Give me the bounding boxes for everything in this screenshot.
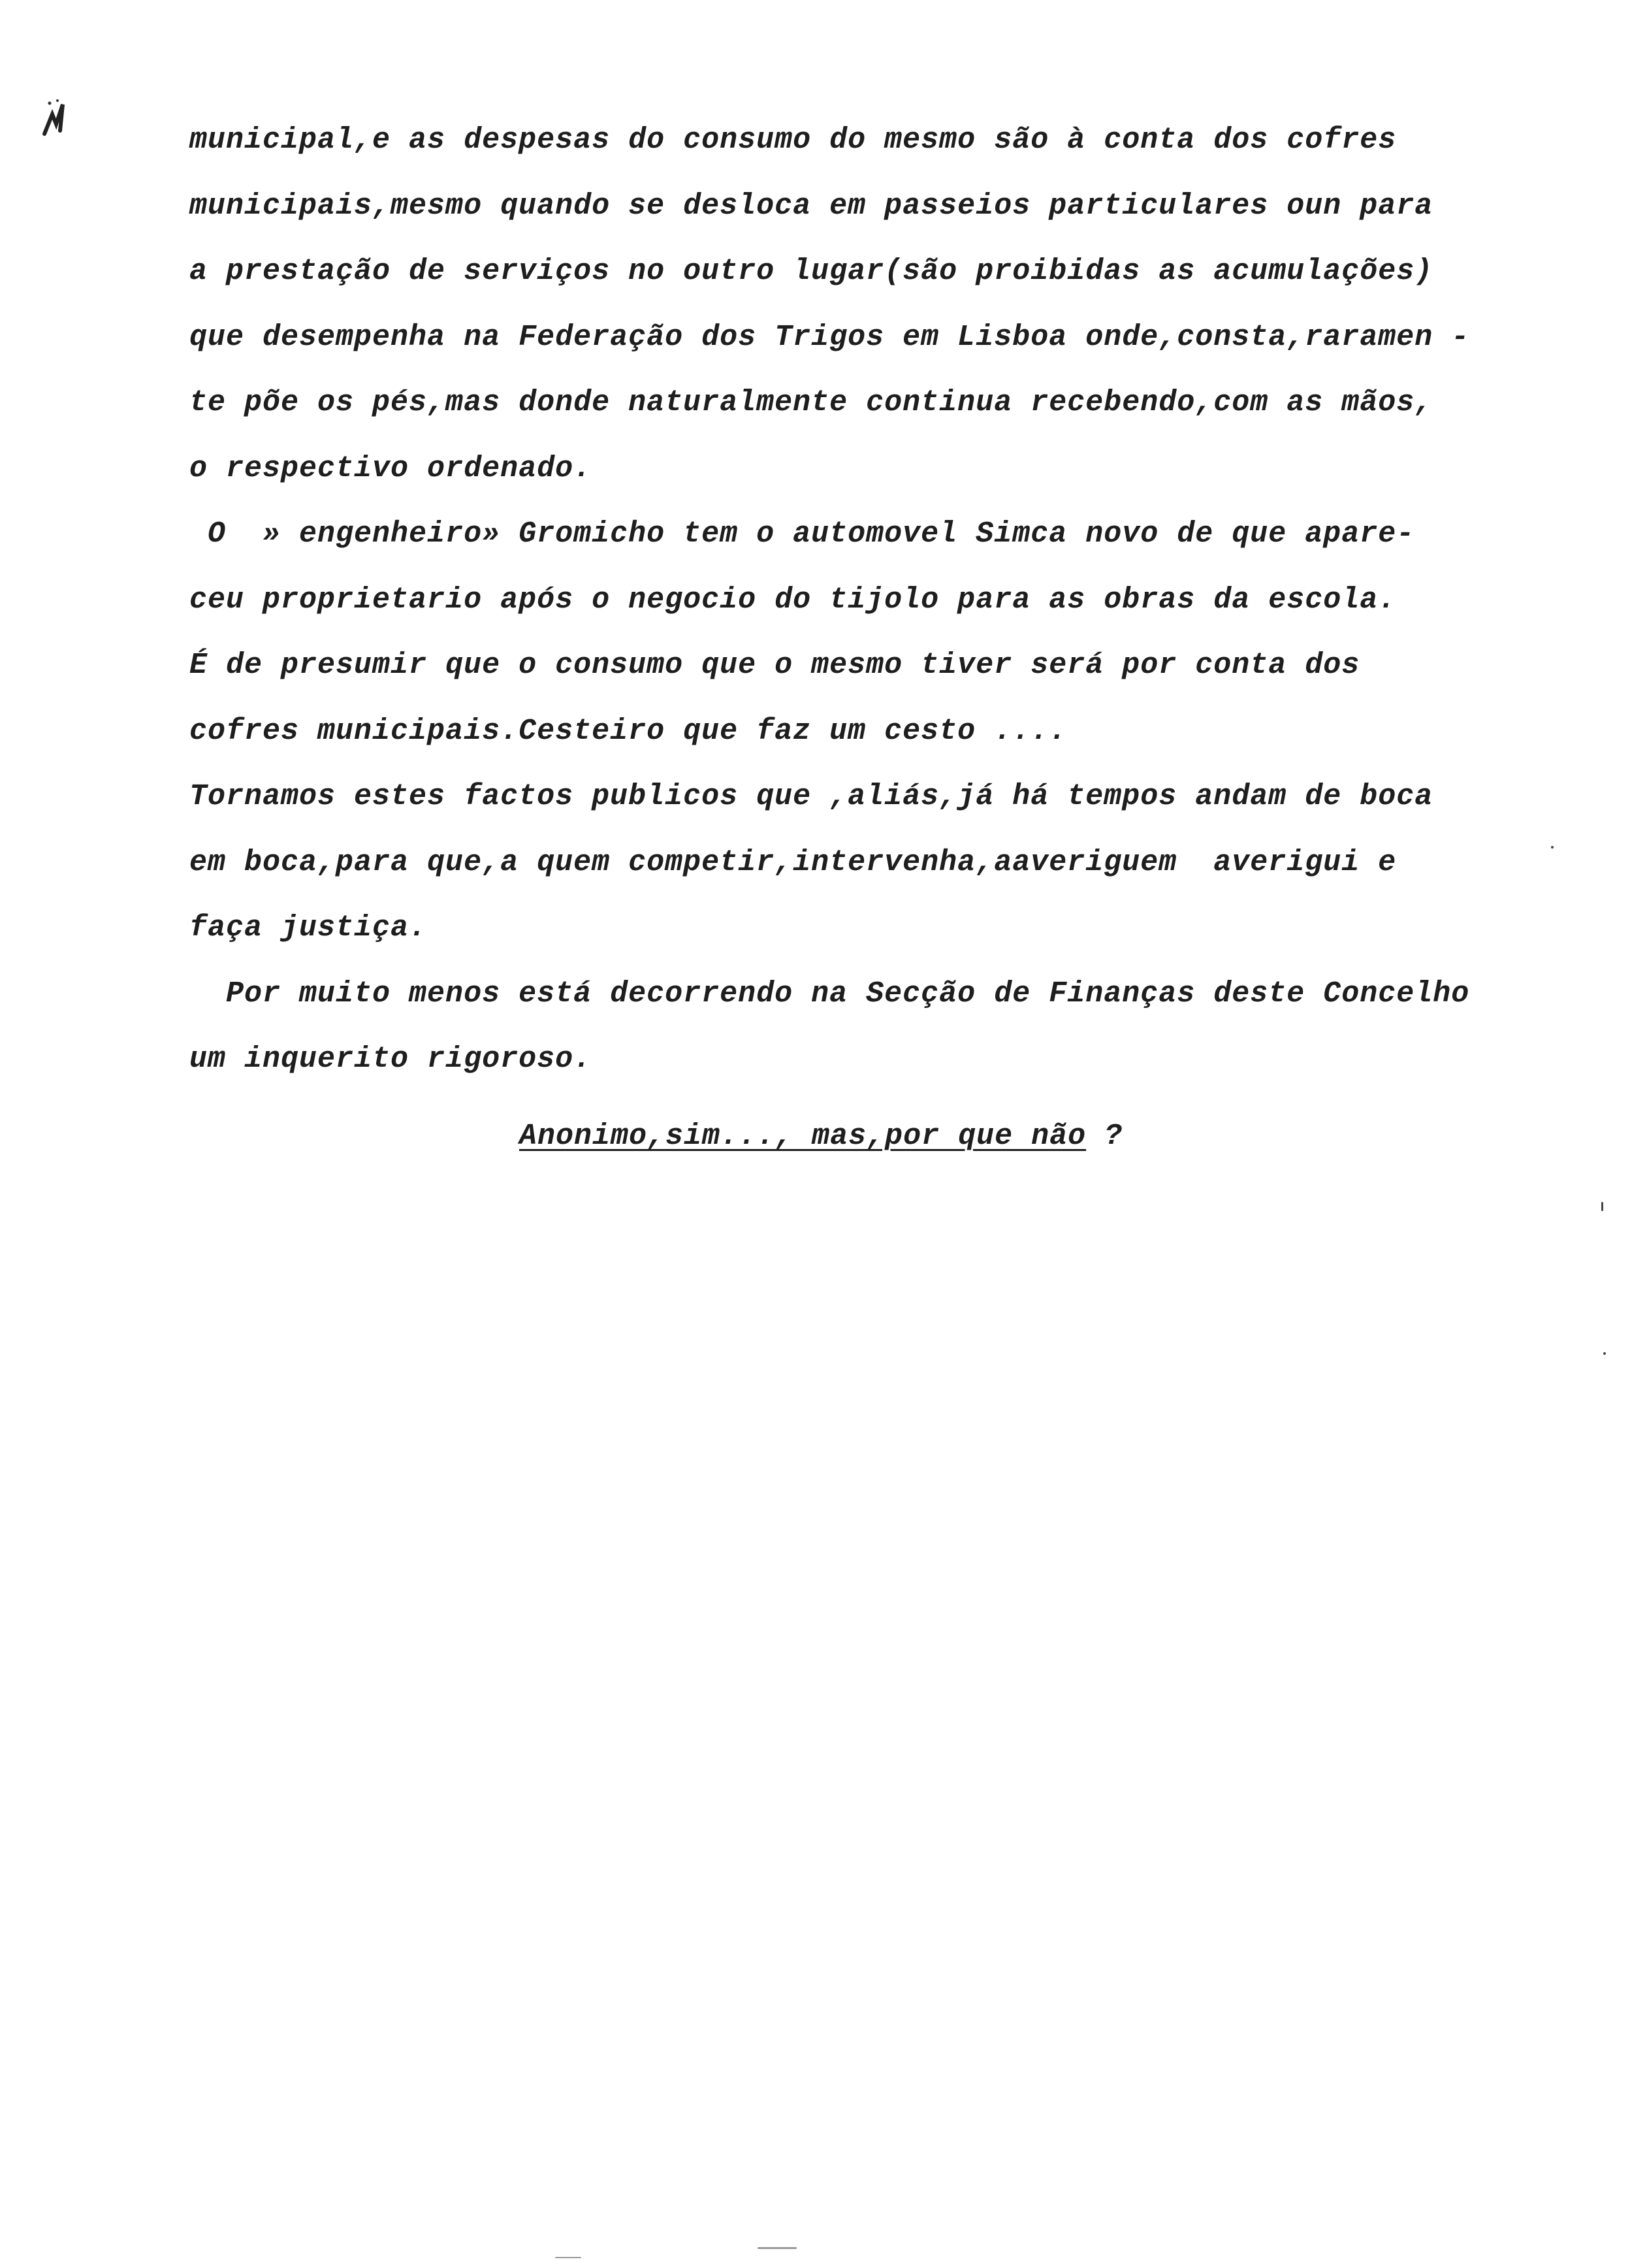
text-line: a prestação de serviços no outro lugar(são proibidas as acumulações) — [189, 255, 1433, 288]
signature-line — [519, 1110, 1123, 1163]
text-line: Tornamos estes factos publicos que ,aliás,já há tempos andam de boca — [189, 780, 1433, 813]
text-line: um inquerito rigoroso. — [189, 1043, 592, 1076]
text-line: municipal,e as despesas do consumo do mesmo são à conta dos cofres — [189, 123, 1397, 157]
signature-suffix: ? — [1086, 1120, 1123, 1153]
text-line: cofres municipais.Cesteiro que faz um cesto .... — [189, 714, 1068, 748]
margin-handwritten-mark — [38, 98, 71, 144]
text-line: Por muito menos está decorrendo na Secção de Finanças deste Concelho — [189, 977, 1470, 1011]
paper-speck — [758, 2247, 797, 2249]
text-line: que desempenha na Federação dos Trigos em Lisboa onde,consta,raramen - — [189, 320, 1470, 354]
paper-speck — [1603, 1352, 1606, 1355]
text-line: faça justiça. — [189, 911, 428, 945]
text-line: municipais,mesmo quando se desloca em passeios particulares oun para — [189, 189, 1433, 223]
paper-speck — [1601, 1202, 1603, 1211]
text-line: em boca,para que,a quem competir,intervenha,aaveriguem averigui e — [189, 845, 1397, 879]
text-line: É de presumir que o consumo que o mesmo tiver será por conta dos — [189, 649, 1360, 682]
text-line: te põe os pés,mas donde naturalmente continua recebendo,com as mãos, — [189, 386, 1433, 419]
text-line: O » engenheiro» Gromicho tem o automovel Simca novo de que apare- — [189, 517, 1415, 551]
text-line: o respectivo ordenado. — [189, 451, 592, 485]
signature-text: Anonimo,sim..., mas,por que não — [519, 1120, 1087, 1153]
paper-speck — [555, 2257, 581, 2258]
paper-speck — [1551, 846, 1554, 849]
text-line: ceu proprietario após o negocio do tijolo para as obras da escola. — [189, 583, 1397, 617]
typed-letter-body — [189, 108, 1574, 1093]
